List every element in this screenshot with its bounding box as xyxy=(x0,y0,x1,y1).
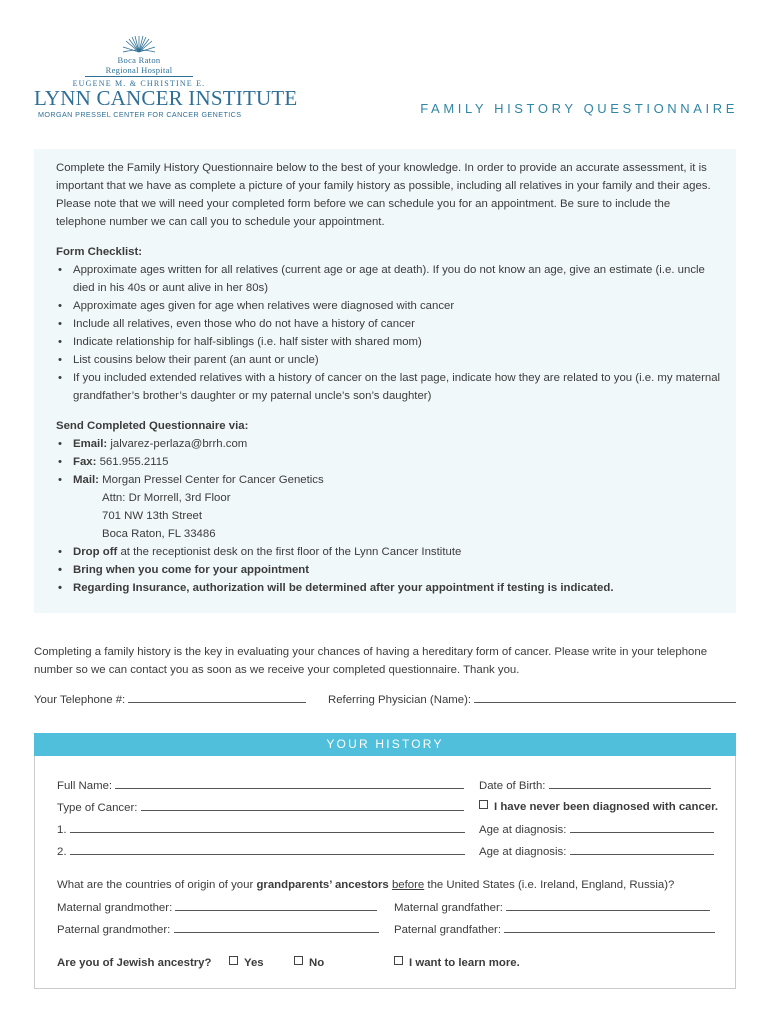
age-at-diagnosis-label: Age at diagnosis: xyxy=(479,846,567,858)
telephone-label: Your Telephone #: xyxy=(34,694,126,706)
cancer-line-2-row xyxy=(57,844,465,859)
learn-more-label: I want to learn more. xyxy=(409,957,520,969)
physician-row xyxy=(328,692,736,707)
checklist xyxy=(56,261,722,405)
jewish-ancestry-question: Are you of Jewish ancestry? xyxy=(57,957,212,969)
jewish-no-option xyxy=(294,956,324,970)
jewish-no-checkbox[interactable] xyxy=(294,956,303,965)
physician-label: Referring Physician (Name): xyxy=(328,694,472,706)
email-label: Email: xyxy=(73,438,108,450)
cancer-line-2-label: 2. xyxy=(57,846,67,858)
checklist-item: • Include all relatives, even those who do not have a history of cancer xyxy=(56,315,722,333)
learn-more-option xyxy=(394,956,520,970)
center-name: MORGAN PRESSEL CENTER FOR CANCER GENETICS xyxy=(38,110,242,119)
paternal-grandfather-input-line[interactable] xyxy=(504,922,715,933)
checklist-item: • Approximate ages written for all relatives (current age or age at death). If you do not know an age, give an estimate (i.e. uncle died in his 40s or aunt alive in her 80s) xyxy=(56,261,722,297)
full-name-row xyxy=(57,778,464,793)
maternal-grandmother-input-line[interactable] xyxy=(175,900,377,911)
fax-value: 561.955.2115 xyxy=(99,456,169,468)
paternal-grandfather-row xyxy=(394,922,715,937)
telephone-input-line[interactable] xyxy=(128,692,306,703)
mail-line: Attn: Dr Morrell, 3rd Floor xyxy=(102,492,231,504)
jewish-yes-checkbox[interactable] xyxy=(229,956,238,965)
maternal-grandfather-input-line[interactable] xyxy=(506,900,710,911)
email-item xyxy=(56,435,722,453)
never-diagnosed-label: I have never been diagnosed with cancer. xyxy=(494,801,719,813)
mail-line: Morgan Pressel Center for Cancer Genetics xyxy=(102,474,324,486)
hospital-name xyxy=(30,55,248,75)
checklist-item: • Approximate ages given for age when relatives were diagnosed with cancer xyxy=(56,297,722,315)
mail-line: Boca Raton, FL 33486 xyxy=(102,528,216,540)
dropoff-item xyxy=(56,543,722,561)
bring-item: • Bring when you come for your appointment xyxy=(56,561,722,579)
full-name-input-line[interactable] xyxy=(115,778,464,789)
paternal-grandmother-input-line[interactable] xyxy=(174,922,379,933)
maternal-grandmother-row xyxy=(57,900,377,915)
countries-question-pre: What are the countries of origin of your xyxy=(57,879,254,891)
age-at-diagnosis-2-input[interactable] xyxy=(570,844,714,855)
paternal-grandmother-label: Paternal grandmother: xyxy=(57,924,171,936)
intro-paragraph: Complete the Family History Questionnaire below to the best of your knowledge. In order to provide an accurate assessment, it is important that we have as complete a picture of your family history as possible, including all relatives in your family and their ages. Please note that we will need your completed form before we can schedule you for an appointment. Be sure to include the telephone number we can call you to schedule your appointment. xyxy=(56,162,711,228)
hospital-line-1: Boca Raton xyxy=(117,55,161,65)
your-history-header: YOUR HISTORY xyxy=(34,733,736,756)
never-diagnosed-checkbox[interactable] xyxy=(479,800,488,809)
paternal-grandfather-label: Paternal grandfather: xyxy=(394,924,502,936)
donor-names: EUGENE M. & CHRISTINE E. xyxy=(72,79,206,88)
mail-item xyxy=(56,471,722,489)
jewish-yes-option xyxy=(229,956,264,970)
fax-label: Fax: xyxy=(73,456,97,468)
type-of-cancer-label: Type of Cancer: xyxy=(57,802,138,814)
send-heading: Send Completed Questionnaire via: xyxy=(56,420,249,432)
mail-label: Mail: xyxy=(73,474,99,486)
jewish-no-label: No xyxy=(309,957,325,969)
age-at-diagnosis-1-row xyxy=(479,822,714,837)
type-of-cancer-input-line[interactable] xyxy=(141,800,464,811)
page-title: FAMILY HISTORY QUESTIONNAIRE xyxy=(420,101,738,116)
checklist-item: • If you included extended relatives with a history of cancer on the last page, indicate how they are related to you (i.e. my maternal grandfather’s brother’s daughter or my paternal uncle’s son’s daughter) xyxy=(56,369,722,405)
paternal-grandmother-row xyxy=(57,922,379,937)
cancer-line-2-input[interactable] xyxy=(70,844,465,855)
lynn-cancer-institute-logo xyxy=(30,34,298,124)
instructions-panel xyxy=(34,149,736,613)
dob-label: Date of Birth: xyxy=(479,780,546,792)
closing-paragraph: Completing a family history is the key in evaluating your chances of having a hereditary form of cancer. Please write in your telephone number so we can contact you as soon as we receive your completed questionnaire. Thank you. xyxy=(34,646,708,676)
never-diagnosed-option xyxy=(479,800,718,814)
telephone-row xyxy=(34,692,306,707)
countries-question-post: the United States (i.e. Ireland, England, Russia)? xyxy=(427,879,675,891)
checklist-item: • Indicate relationship for half-siblings (i.e. half sister with shared mom) xyxy=(56,333,722,351)
cancer-line-1-label: 1. xyxy=(57,824,67,836)
insurance-item: • Regarding Insurance, authorization will be determined after your appointment if testing is indicated. xyxy=(56,579,722,597)
logo-divider xyxy=(85,76,193,77)
learn-more-checkbox[interactable] xyxy=(394,956,403,965)
dob-row xyxy=(479,778,711,793)
jewish-yes-label: Yes xyxy=(244,957,264,969)
age-at-diagnosis-1-input[interactable] xyxy=(570,822,714,833)
age-at-diagnosis-2-row xyxy=(479,844,714,859)
countries-question-underlined: before xyxy=(391,879,425,891)
countries-question xyxy=(57,878,674,892)
age-at-diagnosis-label: Age at diagnosis: xyxy=(479,824,567,836)
sunburst-logo-icon xyxy=(122,34,156,54)
maternal-grandfather-label: Maternal grandfather: xyxy=(394,902,503,914)
physician-input-line[interactable] xyxy=(474,692,736,703)
send-methods xyxy=(56,435,722,597)
maternal-grandmother-label: Maternal grandmother: xyxy=(57,902,173,914)
dropoff-text: at the receptionist desk on the first floor of the Lynn Cancer Institute xyxy=(120,546,462,558)
full-name-label: Full Name: xyxy=(57,780,113,792)
countries-question-bold: grandparents’ ancestors xyxy=(256,879,389,891)
dob-input-line[interactable] xyxy=(549,778,711,789)
cancer-line-1-input[interactable] xyxy=(70,822,465,833)
cancer-line-1-row xyxy=(57,822,465,837)
institute-name: LYNN CANCER INSTITUTE xyxy=(34,86,298,110)
dropoff-label: Drop off xyxy=(73,546,118,558)
maternal-grandfather-row xyxy=(394,900,710,915)
type-of-cancer-row xyxy=(57,800,464,815)
fax-item xyxy=(56,453,722,471)
email-value: jalvarez-perlaza@brrh.com xyxy=(110,438,248,450)
mail-line: 701 NW 13th Street xyxy=(102,510,203,522)
hospital-line-2: Regional Hospital xyxy=(105,65,173,75)
checklist-item: • List cousins below their parent (an aunt or uncle) xyxy=(56,351,722,369)
checklist-heading: Form Checklist: xyxy=(56,246,143,258)
